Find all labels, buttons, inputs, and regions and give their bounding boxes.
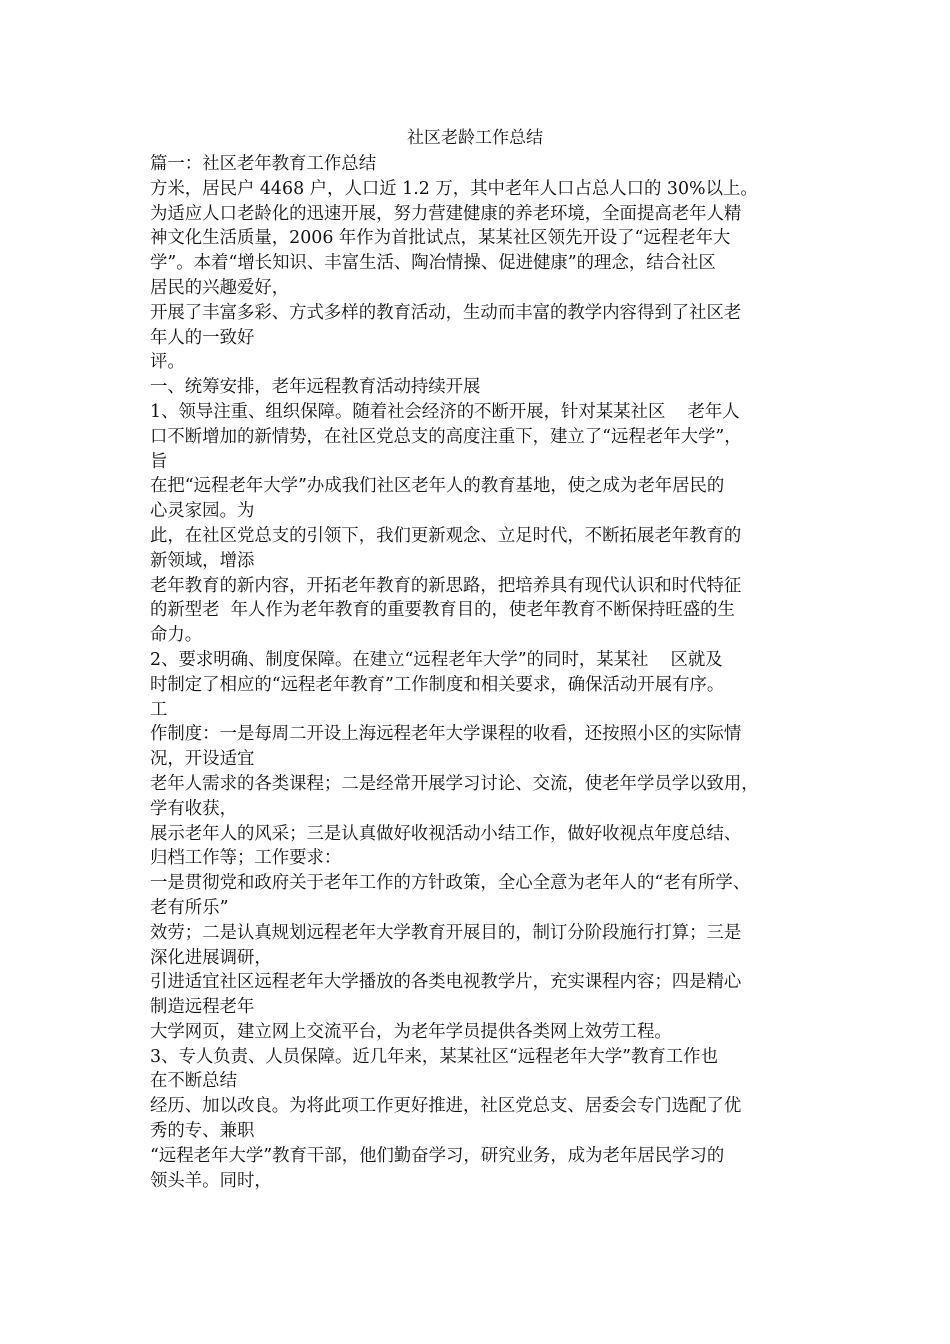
text-line: 学有收获， [150, 798, 237, 819]
text-line: 深化进展调研， [150, 947, 272, 968]
text-line: 效劳；二是认真规划远程老年大学教育开展目的，制订分阶段施行打算；三是 [150, 922, 742, 943]
text-line: “远程老年大学”教育干部，他们勤奋学习，研究业务，成为老年居民学习的 [150, 1145, 725, 1166]
text-line: 方米，居民户 4468 户，人口近 1.2 万，其中老年人口占总人口的 30%以上。 [150, 178, 758, 199]
document-title: 社区老龄工作总结 [407, 128, 543, 148]
text-line: 秀的专、兼职 [150, 1121, 255, 1142]
text-line: 归档工作等；工作要求： [150, 848, 342, 869]
text-line: 在不断总结 [150, 1071, 237, 1092]
text-line: 3、专人负责、人员保障。近几年来，某某社区“远程老年大学”教育工作也 [150, 1046, 718, 1067]
text-line: 为适应人口老龄化的迅速开展，努力营建健康的养老环境，全面提高老年人精 [150, 203, 742, 224]
text-line: 老年教育的新内容，开拓老年教育的新思路，把培养具有现代认识和时代特征 [150, 575, 742, 596]
text-line: 2、要求明确、制度保障。在建立“远程老年大学”的同时，某某社 区就及 [150, 649, 723, 670]
text-line: 展示老年人的风采；三是认真做好收视活动小结工作，做好收视点年度总结、 [150, 823, 742, 844]
text-line: 此，在社区党总支的引领下，我们更新观念、立足时代，不断拓展老年教育的 [150, 525, 742, 546]
text-line: 命力。 [150, 625, 203, 646]
text-line: 老有所乐” [150, 897, 229, 918]
text-line: 引进适宜社区远程老年大学播放的各类电视教学片，充实课程内容；四是精心 [150, 972, 742, 993]
text-line: 旨 [150, 451, 168, 472]
text-line: 年人的一致好 [150, 327, 255, 348]
text-line: 居民的兴趣爱好， [150, 277, 290, 298]
text-line: 开展了丰富多彩、方式多样的教育活动，生动而丰富的教学内容得到了社区老 [150, 302, 742, 323]
text-line: 心灵家园。为 [150, 501, 255, 522]
text-line: 评。 [150, 352, 185, 373]
text-line: 在把“远程老年大学”办成我们社区老年人的教育基地，使之成为老年居民的 [150, 476, 725, 497]
text-line: 一、统筹安排，老年远程教育活动持续开展 [150, 377, 481, 398]
text-line: 老年人需求的各类课程；二是经常开展学习讨论、交流，使老年学员学以致用， [150, 773, 759, 794]
text-line: 1、领导注重、组织保障。随着社会经济的不断开展，针对某某社区 老年人 [150, 401, 740, 422]
text-line: 况，开设适宜 [150, 749, 255, 770]
text-line: 制造远程老年 [150, 997, 255, 1018]
text-line: 篇一：社区老年教育工作总结 [150, 154, 377, 174]
text-line: 大学网页，建立网上交流平台，为老年学员提供各类网上效劳工程。 [150, 1021, 672, 1042]
text-line: 经历、加以改良。为将此项工作更好推进，社区党总支、居委会专门选配了优 [150, 1096, 742, 1117]
text-line: 工 [150, 699, 168, 720]
text-line: 一是贯彻党和政府关于老年工作的方针政策，全心全意为老年人的“老有所学、 [150, 873, 751, 894]
text-line: 神文化生活质量，2006 年作为首批试点，某某社区领先开设了“远程老年大 [150, 228, 731, 249]
document-body [150, 152, 810, 1193]
text-line: 领头羊。同时， [150, 1170, 272, 1191]
text-line: 口不断增加的新情势，在社区党总支的高度注重下，建立了“远程老年大学”， [150, 426, 742, 447]
text-line: 作制度：一是每周二开设上海远程老年大学课程的收看，还按照小区的实际情 [150, 724, 742, 745]
text-line: 时制定了相应的“远程老年教育”工作制度和相关要求，确保活动开展有序。 [150, 674, 725, 695]
text-line: 学”。本着“增长知识、丰富生活、陶冶情操、促进健康”的理念，结合社区 [150, 253, 716, 274]
text-line: 新领域，增添 [150, 550, 255, 571]
text-line: 的新型老 年人作为老年教育的重要教育目的，使老年教育不断保持旺盛的生 [150, 600, 735, 621]
